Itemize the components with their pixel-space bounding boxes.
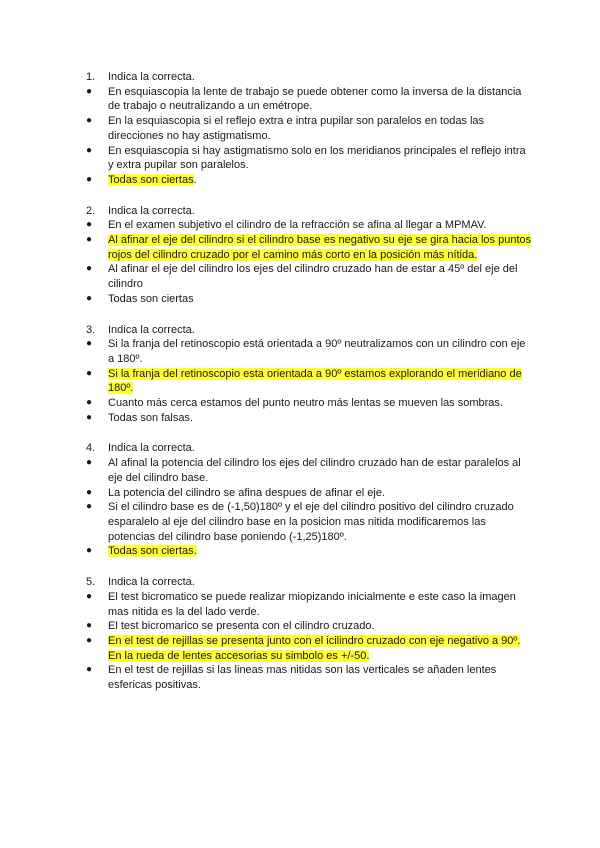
answer-option-correct [86,367,532,396]
question [86,575,532,693]
option-text-span: En el examen subjetivo el cilindro de la refracción se afina al llegar a MPMAV. [108,219,487,232]
question-number: 3. [86,323,96,336]
option-text [108,218,532,233]
answer-option [86,337,532,366]
answer-option [86,411,532,426]
option-text [108,500,532,544]
option-text [108,619,532,634]
option-text-span: Al afinar el eje del cilindro los ejes del cilindro cruzado han de estar a 45º del eje del cilindro [108,263,518,291]
question-header [86,441,532,456]
highlighted-answer: Al afinar el eje del cilindro si el cilindro base es negativo su eje se gira hacia los puntos rojos del cilindro cruzado por el camino más corto en la posición más nítida. [108,234,532,261]
bullet-icon: ● [86,263,93,275]
answer-option [86,262,532,291]
option-text-span: En la esquiascopia si el reflejo extra e intra pupilar son paralelos en todas las direcciones no hay astigmatismo. [108,115,485,142]
bullet-icon: ● [86,397,93,409]
option-text-span: Cuanto más cerca estamos del punto neutro más lentas se mueven las sombras. [108,397,503,410]
bullet-icon: ● [86,590,93,602]
bullet-icon: ● [86,115,93,127]
question-title: Indica la correcta. [108,204,195,217]
question-title: Indica la correcta. [108,71,195,83]
highlighted-answer: En el test de rejillas se presenta junto con el icilindro cruzado con eje negativo a 90º. En la rueda de lentes accesorias su simbolo es +/-50. [108,634,521,662]
option-text-span: Todas son falsas. [108,411,193,424]
option-text-span: En el test de rejillas si las lineas mas nitidas son las verticales se añaden lentes esfericas positivas. [108,664,497,692]
bullet-icon: ● [86,144,93,156]
question-title: Indica la correcta. [108,576,195,589]
bullet-icon: ● [86,634,93,646]
option-text [108,663,532,692]
option-text [108,262,532,291]
highlighted-answer: Si la franja del retinoscopio esta orientada a 90º estamos explorando el meridiano de 180º. [108,367,522,395]
answer-option [86,619,532,634]
bullet-icon: ● [86,664,93,676]
bullet-icon: ● [86,501,93,513]
answer-option [86,218,532,233]
answer-option [86,85,532,114]
option-text-span: El test bicromatico se puede realizar miopizando inicialmente e este caso la imagen mas nitida es la del lado verde. [108,590,516,618]
option-text [108,85,532,114]
option-text [108,544,532,559]
bullet-icon: ● [86,457,93,469]
option-text [108,486,532,501]
bullet-icon: ● [86,620,93,632]
bullet-icon: ● [86,173,93,185]
option-text [108,292,532,307]
option-text [108,114,532,143]
option-text [108,634,532,663]
option-text [108,144,532,173]
question-header [86,323,532,338]
highlighted-answer: Todas son ciertas. [108,545,197,558]
answer-option [86,663,532,692]
answer-option [86,590,532,619]
question-header [86,204,532,219]
question [86,441,532,559]
question [86,204,532,307]
option-text [108,367,532,396]
option-suffix: . [193,173,197,186]
option-text-span: Al afinal la potencia del cilindro los ejes del cilindro cruzado han de estar paralelos al eje del cilindro base. [108,457,521,484]
option-text [108,456,532,485]
option-text [108,590,532,619]
question-number: 1. [86,71,96,83]
answer-option [86,144,532,173]
bullet-icon: ● [86,85,93,97]
question [86,323,532,426]
question-number: 5. [86,576,96,589]
answer-option-correct [86,544,532,559]
answer-option [86,396,532,411]
option-text-span: La potencia del cilindro se afina despues de afinar el eje. [108,486,386,499]
bullet-icon: ● [86,219,93,231]
option-text [108,337,532,366]
answer-option [86,500,532,544]
bullet-icon: ● [86,486,93,498]
answer-option [86,114,532,143]
option-text [108,396,532,411]
question [86,70,532,188]
bullet-icon: ● [86,338,93,350]
answer-option [86,486,532,501]
option-text [108,233,532,262]
option-text [108,173,532,188]
answer-option-correct [86,634,532,663]
answer-option [86,456,532,485]
answer-option-correct [86,233,532,262]
question-header [86,70,532,85]
highlighted-answer: Todas son ciertas [108,173,194,186]
bullet-icon: ● [86,411,93,423]
question-title: Indica la correcta. [108,442,195,455]
question-list [86,70,532,709]
bullet-icon: ● [86,545,93,557]
option-text-span: Si la franja del retinoscopio está orientada a 90º neutralizamos con un cilindro con eje a 180º. [108,338,526,365]
answer-option [86,292,532,307]
question-header [86,575,532,590]
question-title: Indica la correcta. [108,323,195,336]
question-number: 2. [86,204,96,217]
answer-option-correct [86,173,532,188]
bullet-icon: ● [86,367,93,379]
option-text-span: En esquiascopia la lente de trabajo se puede obtener como la inversa de la distancia de trabajo o neutralizando a un emétrope. [108,85,522,113]
option-text-span: En esquiascopia si hay astigmatismo solo en los meridianos principales el reflejo intra y extra pupilar son paralelos. [108,144,526,172]
option-text [108,411,532,426]
question-number: 4. [86,442,96,455]
option-text-span: Si el cilindro base es de (-1,50)180º y el eje del cilindro positivo del cilindro cruzado esparalelo al eje del cilindro base en la posicion mas nitida modificaremos las potencias del cilindro base poniendo (-1,25)180º. [108,501,514,543]
option-text-span: El test bicromarico se presenta con el cilindro cruzado. [108,620,375,633]
bullet-icon: ● [86,234,93,246]
option-text-span: Todas son ciertas [108,292,194,305]
bullet-icon: ● [86,292,93,304]
